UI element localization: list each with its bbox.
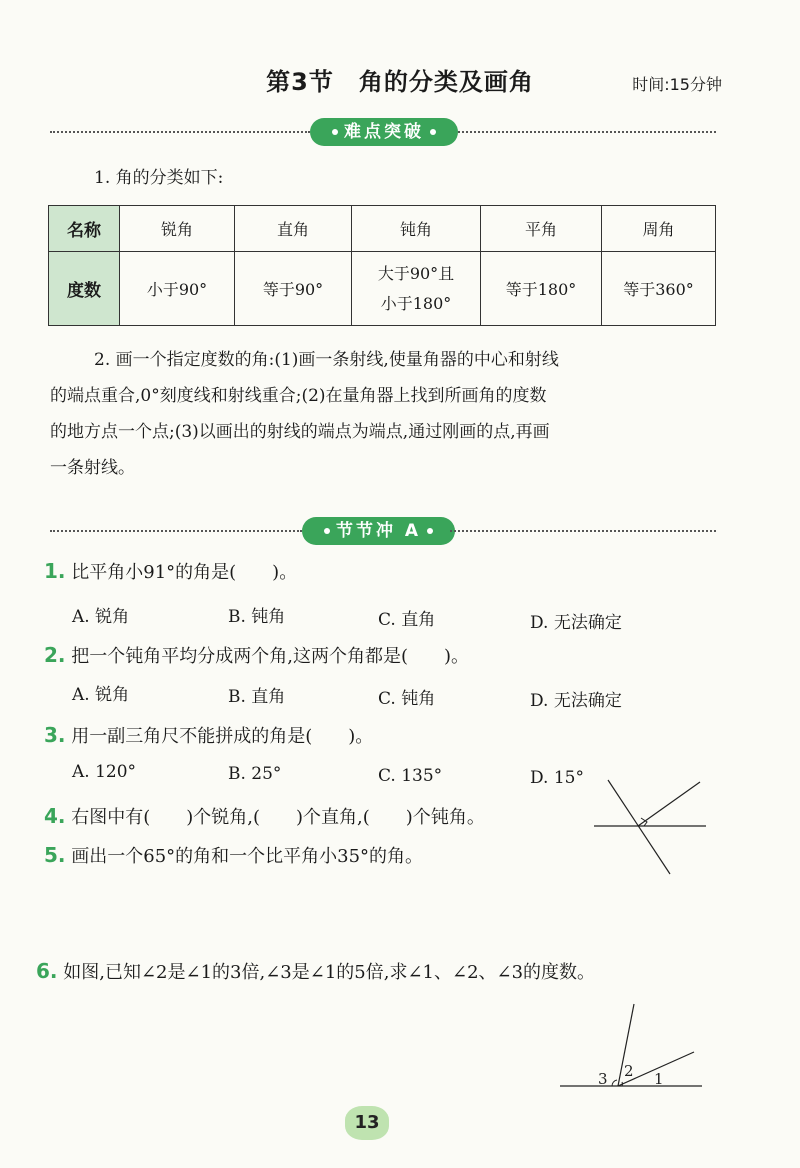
time-limit: 时间:15分钟: [632, 75, 722, 94]
question-number: 1.: [44, 559, 66, 583]
option-a[interactable]: A. 锐角: [72, 685, 130, 705]
angle-label-2: 2: [624, 1062, 634, 1080]
point-1: 1. 角的分类如下:: [94, 168, 224, 188]
question-4: [44, 803, 485, 829]
dot-icon: [324, 528, 330, 534]
text-line: 的端点重合,0°刻度线和射线重合;(2)在量角器上找到所画角的度数: [50, 386, 547, 406]
divider-left: [50, 530, 302, 532]
question-text: 画出一个65°的角和一个比平角小35°的角。: [71, 846, 424, 867]
question-text: 右图中有( )个锐角,( )个直角,( )个钝角。: [71, 807, 485, 828]
question-text: 把一个钝角平均分成两个角,这两个角都是( )。: [71, 646, 470, 667]
question-text: 用一副三角尺不能拼成的角是( )。: [71, 726, 374, 747]
angle-label-1: 1: [654, 1070, 664, 1088]
angle-classification-table: [48, 205, 716, 326]
table-cell-line: 大于90°且: [377, 263, 455, 283]
dot-icon: [332, 129, 338, 135]
question-number: 2.: [44, 643, 66, 667]
question-number: 6.: [36, 959, 58, 983]
divider-right: [458, 131, 716, 133]
option-b[interactable]: B. 钝角: [228, 607, 286, 627]
divider-left: [50, 131, 310, 133]
option-b[interactable]: B. 直角: [228, 687, 286, 707]
dot-icon: [430, 129, 436, 135]
question-3: [44, 722, 373, 748]
question-6: [36, 958, 595, 984]
table-cell: 周角: [602, 206, 716, 252]
option-c[interactable]: C. 直角: [378, 610, 436, 630]
question-text: 如图,已知∠2是∠1的3倍,∠3是∠1的5倍,求∠1、∠2、∠3的度数。: [63, 962, 596, 983]
divider-right: [450, 530, 716, 532]
angle-figure-q6: [556, 1000, 706, 1096]
text-line: 的地方点一个点;(3)以画出的射线的端点为端点,通过刚画的点,再画: [50, 422, 550, 442]
section-label-jiejiechong: 节节冲 A: [302, 517, 455, 545]
section-label-nandian: 难点突破: [310, 118, 458, 146]
question-2: [44, 642, 469, 668]
table-cell: 等于360°: [602, 252, 716, 326]
question-5: [44, 842, 423, 868]
question-1: [44, 558, 297, 584]
dot-icon: [427, 528, 433, 534]
question-number: 4.: [44, 804, 66, 828]
table-cell: 等于180°: [481, 252, 602, 326]
text-line: 2. 画一个指定度数的角:(1)画一条射线,使量角器的中心和射线: [94, 350, 559, 370]
option-b[interactable]: B. 25°: [228, 764, 282, 784]
table-cell: 钝角: [352, 206, 481, 252]
page-number: 13: [345, 1106, 389, 1140]
text-line: 一条射线。: [50, 458, 135, 478]
option-a[interactable]: A. 120°: [72, 762, 137, 782]
table-header-degree: 度数: [49, 252, 120, 326]
option-d[interactable]: D. 无法确定: [530, 691, 622, 711]
point-2: [50, 342, 730, 486]
option-d[interactable]: D. 无法确定: [530, 613, 622, 633]
option-d[interactable]: D. 15°: [530, 768, 584, 788]
option-c[interactable]: C. 钝角: [378, 689, 436, 709]
table-cell: [352, 252, 481, 326]
angle-figure-q4: [590, 778, 710, 878]
question-number: 3.: [44, 723, 66, 747]
table-cell: 直角: [235, 206, 352, 252]
table-header-name: 名称: [49, 206, 120, 252]
option-a[interactable]: A. 锐角: [72, 607, 130, 627]
table-cell: 小于90°: [120, 252, 235, 326]
option-c[interactable]: C. 135°: [378, 766, 443, 786]
question-number: 5.: [44, 843, 66, 867]
table-cell-line: 小于180°: [380, 293, 452, 313]
page-title: 第3节 角的分类及画角: [266, 68, 534, 96]
table-cell: 平角: [481, 206, 602, 252]
table-cell: 等于90°: [235, 252, 352, 326]
question-text: 比平角小91°的角是( )。: [71, 562, 298, 583]
angle-label-3: 3: [598, 1070, 608, 1088]
table-cell: 锐角: [120, 206, 235, 252]
